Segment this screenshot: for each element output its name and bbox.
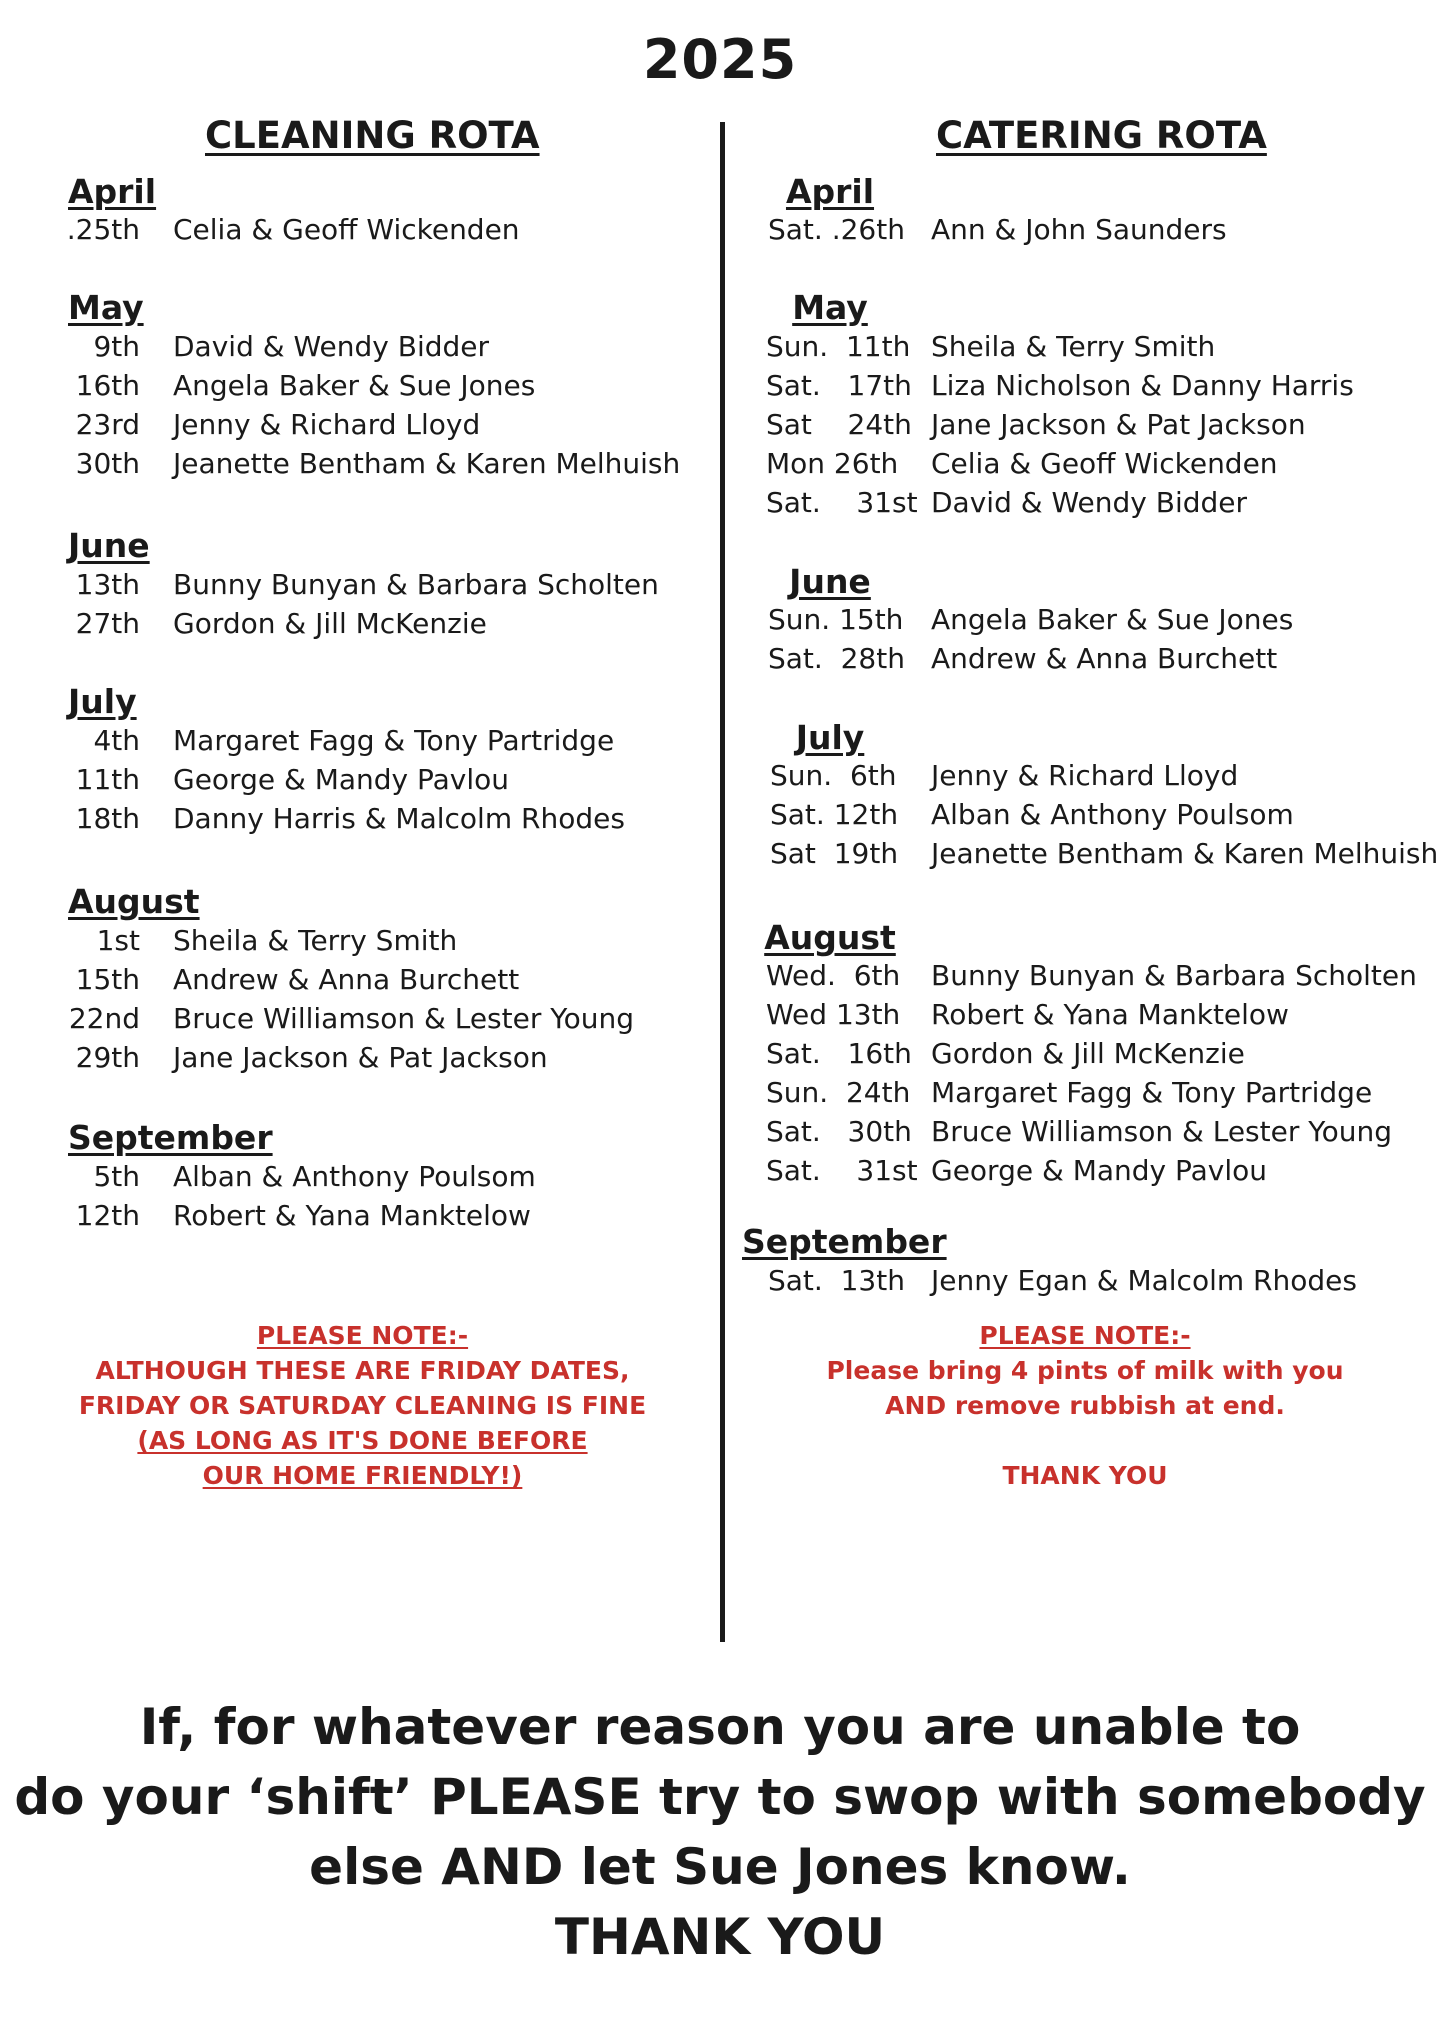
catering-date: Sun. 24th [766,1076,911,1109]
catering-names: Celia & Geoff Wickenden [931,447,1278,480]
catering-names: Bunny Bunyan & Barbara Scholten [931,959,1417,992]
catering-names: Ann & John Saunders [931,213,1227,246]
catering-date: Sat. 28th [768,642,905,675]
catering-date: Wed. 6th [766,959,901,992]
cleaning-date: 9th [93,330,140,363]
catering-names: Bruce Williamson & Lester Young [931,1115,1393,1148]
catering-note-heading: PLEASE NOTE:- [979,1321,1191,1350]
catering-date: Sat. 16th [766,1037,912,1070]
cleaning-names: Danny Harris & Malcolm Rhodes [173,802,625,835]
catering-names: Jenny & Richard Lloyd [931,759,1239,792]
catering-date: Mon 26th [766,447,899,480]
cleaning-date: 16th [75,369,140,402]
cleaning-rota-title: CLEANING ROTA [205,114,540,157]
cleaning-date: 27th [75,607,140,640]
cleaning-date: 1st [96,924,140,957]
catering-date: Sat. .26th [768,213,905,246]
footer-line: else AND let Sue Jones know. [309,1838,1131,1896]
catering-names: Liza Nicholson & Danny Harris [931,369,1354,402]
cleaning-date: 5th [93,1160,140,1193]
catering-names: Robert & Yana Manktelow [931,998,1289,1031]
catering-note-line: Please bring 4 pints of milk with you [826,1356,1344,1385]
catering-date: Sat 19th [770,837,899,870]
catering-names: David & Wendy Bidder [931,486,1248,519]
cleaning-names: George & Mandy Pavlou [173,763,510,796]
catering-names: Jane Jackson & Pat Jackson [931,408,1306,441]
cleaning-note-line: FRIDAY OR SATURDAY CLEANING IS FINE [78,1391,647,1420]
catering-date: Sat. 13th [768,1264,905,1297]
cleaning-names: Robert & Yana Manktelow [173,1199,531,1232]
catering-rota-title: CATERING ROTA [936,114,1267,157]
catering-note [770,1318,1400,1493]
cleaning-names: Alban & Anthony Poulsom [173,1160,536,1193]
catering-names: Margaret Fagg & Tony Partridge [931,1076,1373,1109]
cleaning-date: 22nd [68,1002,140,1035]
cleaning-month-september: September [68,1118,273,1157]
catering-names: Jeanette Bentham & Karen Melhuish [931,837,1439,870]
cleaning-date: 18th [75,802,140,835]
cleaning-date: 30th [75,447,140,480]
catering-date: Sat. 31st [766,1154,918,1187]
cleaning-note-line: OUR HOME FRIENDLY!) [202,1461,523,1490]
catering-names: Andrew & Anna Burchett [931,642,1278,675]
catering-date: Sat 24th [766,408,912,441]
cleaning-note-line: ALTHOUGH THESE ARE FRIDAY DATES, [95,1356,630,1385]
footer-line: do your ‘shift’ PLEASE try to swop with somebody [14,1768,1426,1826]
column-divider [720,122,725,1642]
catering-names: Alban & Anthony Poulsom [931,798,1294,831]
cleaning-names: Bunny Bunyan & Barbara Scholten [173,568,659,601]
cleaning-date: 11th [75,763,140,796]
catering-names: Jenny Egan & Malcolm Rhodes [931,1264,1357,1297]
catering-date: Sun. 6th [770,759,897,792]
cleaning-month-may: May [68,288,144,327]
catering-month-september: September [742,1222,947,1261]
cleaning-month-july: July [68,682,137,721]
catering-note-spacer [770,1423,1400,1458]
catering-names: Angela Baker & Sue Jones [931,603,1294,636]
catering-month-august: August [764,918,896,957]
cleaning-names: Celia & Geoff Wickenden [173,213,520,246]
cleaning-note [60,1318,665,1493]
cleaning-names: Jeanette Bentham & Karen Melhuish [173,447,681,480]
cleaning-date: 29th [75,1041,140,1074]
catering-month-may: May [792,288,868,327]
cleaning-month-august: August [68,882,200,921]
catering-date: Sat. 17th [766,369,912,402]
cleaning-names: Sheila & Terry Smith [173,924,458,957]
cleaning-names: David & Wendy Bidder [173,330,490,363]
cleaning-note-heading: PLEASE NOTE:- [256,1321,469,1350]
footer-line: If, for whatever reason you are unable to [139,1698,1301,1756]
cleaning-names: Bruce Williamson & Lester Young [173,1002,635,1035]
catering-month-april: April [785,172,875,211]
catering-date: Sun. 11th [766,330,911,363]
cleaning-note-line: (AS LONG AS IT'S DONE BEFORE [137,1426,588,1455]
cleaning-date: 23rd [75,408,140,441]
catering-month-july: July [795,718,865,757]
footer-thank-you: THANK YOU [554,1908,886,1966]
cleaning-month-april: April [68,172,157,211]
catering-names: Sheila & Terry Smith [931,330,1216,363]
cleaning-names: Angela Baker & Sue Jones [173,369,536,402]
catering-date: Sun. 15th [768,603,904,636]
cleaning-names: Margaret Fagg & Tony Partridge [173,724,615,757]
catering-date: Sat. 12th [770,798,899,831]
page-title-year: 2025 [642,28,798,91]
catering-note-line: THANK YOU [1002,1461,1168,1490]
cleaning-names: Andrew & Anna Burchett [173,963,520,996]
cleaning-names: Jenny & Richard Lloyd [173,408,481,441]
catering-names: George & Mandy Pavlou [931,1154,1268,1187]
catering-month-june: June [789,562,871,601]
cleaning-date: 13th [75,568,140,601]
cleaning-names: Gordon & Jill McKenzie [173,607,487,640]
catering-date: Sat. 30th [766,1115,912,1148]
catering-names: Gordon & Jill McKenzie [931,1037,1245,1070]
catering-note-line: AND remove rubbish at end. [885,1391,1285,1420]
catering-date: Wed 13th [766,998,901,1031]
cleaning-month-june: June [68,526,150,565]
cleaning-names: Jane Jackson & Pat Jackson [173,1041,548,1074]
cleaning-date: 15th [75,963,140,996]
catering-date: Sat. 31st [766,486,918,519]
cleaning-date: 4th [93,724,140,757]
cleaning-date: .25th [66,213,140,246]
cleaning-date: 12th [75,1199,140,1232]
